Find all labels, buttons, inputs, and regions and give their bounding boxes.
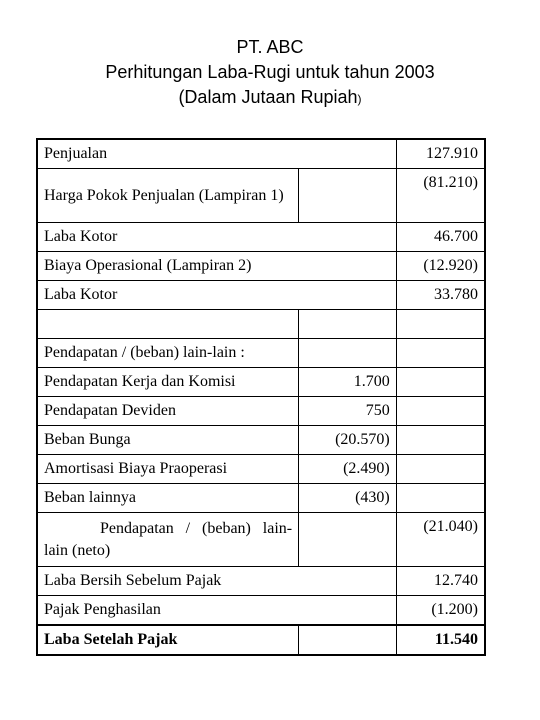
row-penjualan	[37, 139, 485, 169]
company-name: PT. ABC	[236, 37, 304, 57]
row-label: Pendapatan Kerja dan Komisi	[37, 368, 299, 397]
row-total: (21.040)	[396, 513, 485, 567]
income-statement-table	[36, 138, 486, 656]
row-total-empty	[396, 426, 485, 455]
row-laba-sebelum-pajak	[37, 567, 485, 596]
row-total: 46.700	[396, 223, 485, 252]
row-amount-empty	[299, 169, 397, 223]
report-title: Perhitungan Laba-Rugi untuk tahun 2003	[105, 62, 435, 82]
row-beban-bunga	[37, 426, 485, 455]
row-label: Beban lainnya	[37, 484, 299, 513]
row-blank	[37, 310, 485, 339]
row-total: 11.540	[396, 625, 485, 655]
row-laba-kotor-1	[37, 223, 485, 252]
row-label: Penjualan	[37, 139, 396, 169]
row-label-empty	[37, 310, 299, 339]
row-total: (1.200)	[396, 596, 485, 626]
row-amount: (2.490)	[299, 455, 397, 484]
row-label: Pendapatan / (beban) lain-lain (neto)	[37, 513, 299, 567]
row-total: (12.920)	[396, 252, 485, 281]
row-pendapatan-kerja	[37, 368, 485, 397]
row-total: 12.740	[396, 567, 485, 596]
row-biaya-operasional	[37, 252, 485, 281]
row-hpp	[37, 169, 485, 223]
row-amount-empty	[299, 513, 397, 567]
report-unit-text: (Dalam Jutaan Rupiah	[178, 87, 358, 107]
row-total: 33.780	[396, 281, 485, 310]
row-label: Laba Setelah Pajak	[37, 625, 299, 655]
row-total-empty	[396, 397, 485, 426]
row-amount: 750	[299, 397, 397, 426]
row-laba-setelah-pajak	[37, 625, 485, 655]
row-laba-kotor-2	[37, 281, 485, 310]
row-total-empty	[396, 455, 485, 484]
row-total-empty	[396, 310, 485, 339]
row-label: Pendapatan / (beban) lain-lain :	[37, 339, 299, 368]
row-label: Laba Kotor	[37, 281, 396, 310]
row-label: Biaya Operasional (Lampiran 2)	[37, 252, 396, 281]
row-amortisasi	[37, 455, 485, 484]
row-label: Pendapatan Deviden	[37, 397, 299, 426]
row-total: 127.910	[396, 139, 485, 169]
row-label: Laba Kotor	[37, 223, 396, 252]
row-label: Amortisasi Biaya Praoperasi	[37, 455, 299, 484]
row-amount-empty	[299, 310, 397, 339]
report-unit	[0, 86, 540, 110]
row-pajak	[37, 596, 485, 626]
row-pendapatan-deviden	[37, 397, 485, 426]
report-unit-close: )	[357, 92, 362, 106]
row-total-empty	[396, 339, 485, 368]
row-label: Beban Bunga	[37, 426, 299, 455]
row-label: Laba Bersih Sebelum Pajak	[37, 567, 396, 596]
row-label: Pajak Penghasilan	[37, 596, 396, 626]
row-lain-header	[37, 339, 485, 368]
row-amount-empty	[299, 625, 397, 655]
row-total: (81.210)	[396, 169, 485, 223]
row-amount: 1.700	[299, 368, 397, 397]
row-amount-empty	[299, 339, 397, 368]
row-amount: (430)	[299, 484, 397, 513]
row-beban-lainnya	[37, 484, 485, 513]
row-total-empty	[396, 368, 485, 397]
row-label: Harga Pokok Penjualan (Lampiran 1)	[37, 169, 299, 223]
row-total-empty	[396, 484, 485, 513]
row-lain-neto	[37, 513, 485, 567]
row-amount: (20.570)	[299, 426, 397, 455]
